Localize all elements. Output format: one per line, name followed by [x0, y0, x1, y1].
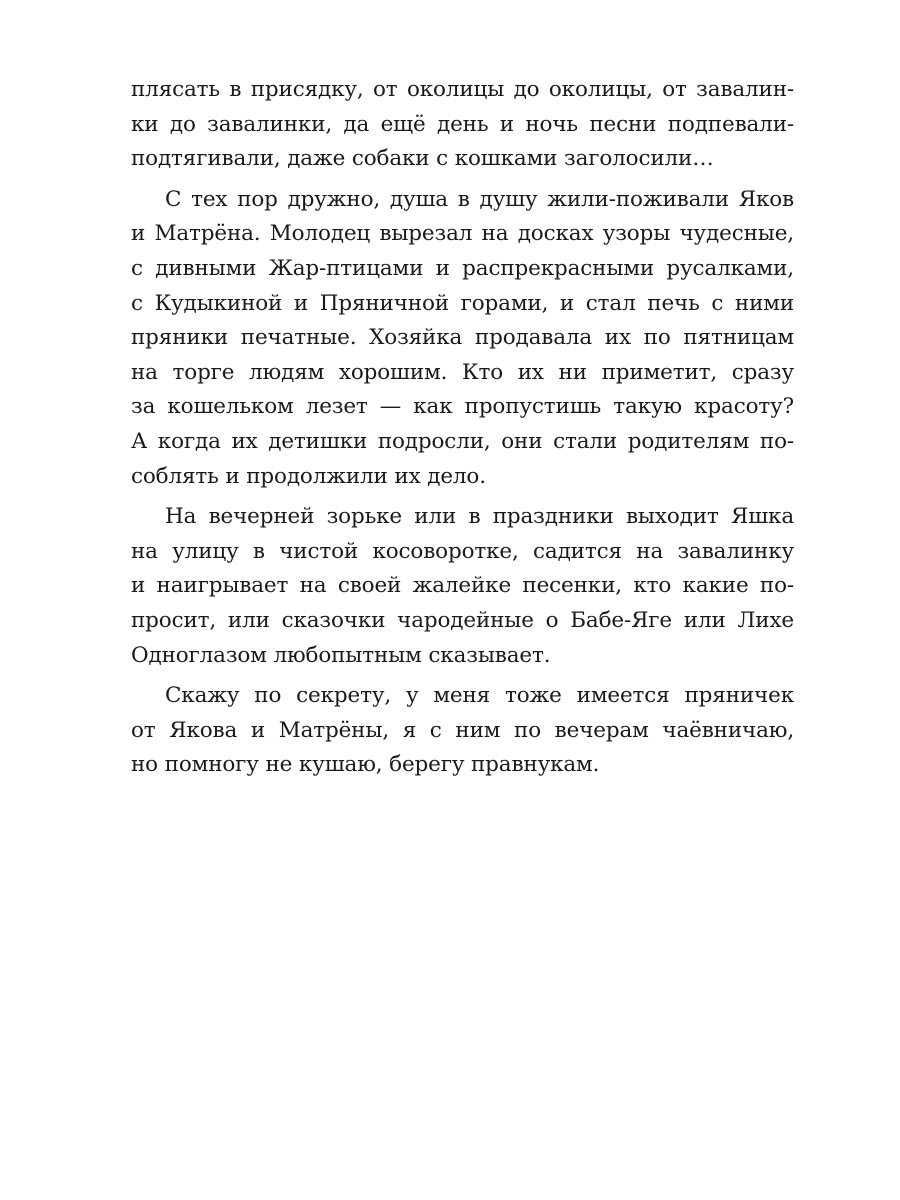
paragraph-2	[131, 183, 794, 494]
text-line: от Якова и Матрёны, я с ним по вечерам чаёвничаю,	[131, 717, 794, 743]
text-line: А когда их детишки подросли, они стали родителям по-	[131, 428, 794, 454]
text-line: с дивными Жар-птицами и распрекрасными русалками,	[131, 255, 794, 281]
text-line: подтягивали, даже собаки с кошками заголосили…	[131, 146, 714, 172]
text-line: Скажу по секрету, у меня тоже имеется пряничек	[165, 683, 794, 709]
text-line: просит, или сказочки чародейные о Бабе-Яге или Лихе	[131, 607, 794, 633]
text-line: но помногу не кушаю, берегу правнукам.	[131, 752, 600, 778]
text-line: плясать в присядку, от околицы до околицы, от завалин-	[131, 77, 794, 102]
paragraph-1	[131, 73, 794, 177]
text-line: Одноглазом любопытным сказывает.	[131, 642, 551, 668]
text-line: пряники печатные. Хозяйка продавала их по пятницам	[131, 325, 794, 351]
paragraph-4	[131, 679, 794, 783]
text-line: и наигрывает на своей жалейке песенки, кто какие по-	[131, 573, 794, 599]
text-line: на торге людям хорошим. Кто их ни приметит, сразу	[131, 359, 794, 385]
text-line: На вечерней зорьке или в праздники выходит Яшка	[165, 504, 794, 530]
text-line: за кошельком лезет — как пропустишь такую красоту?	[131, 394, 794, 420]
text-line: на улицу в чистой косоворотке, садится на завалинку	[131, 538, 794, 564]
text-line: ки до завалинки, да ещё день и ночь песни подпевали-	[131, 111, 794, 137]
text-line: С тех пор дружно, душа в душу жили-поживали Яков	[165, 186, 794, 212]
paragraph-3	[131, 500, 794, 673]
text-line: с Кудыкиной и Пряничной горами, и стал печь с ними	[131, 290, 794, 316]
body-text	[131, 73, 794, 783]
text-line: и Матрёна. Молодец вырезал на досках узоры чудесные,	[131, 221, 794, 247]
text-line: соблять и продолжили их дело.	[131, 463, 486, 489]
